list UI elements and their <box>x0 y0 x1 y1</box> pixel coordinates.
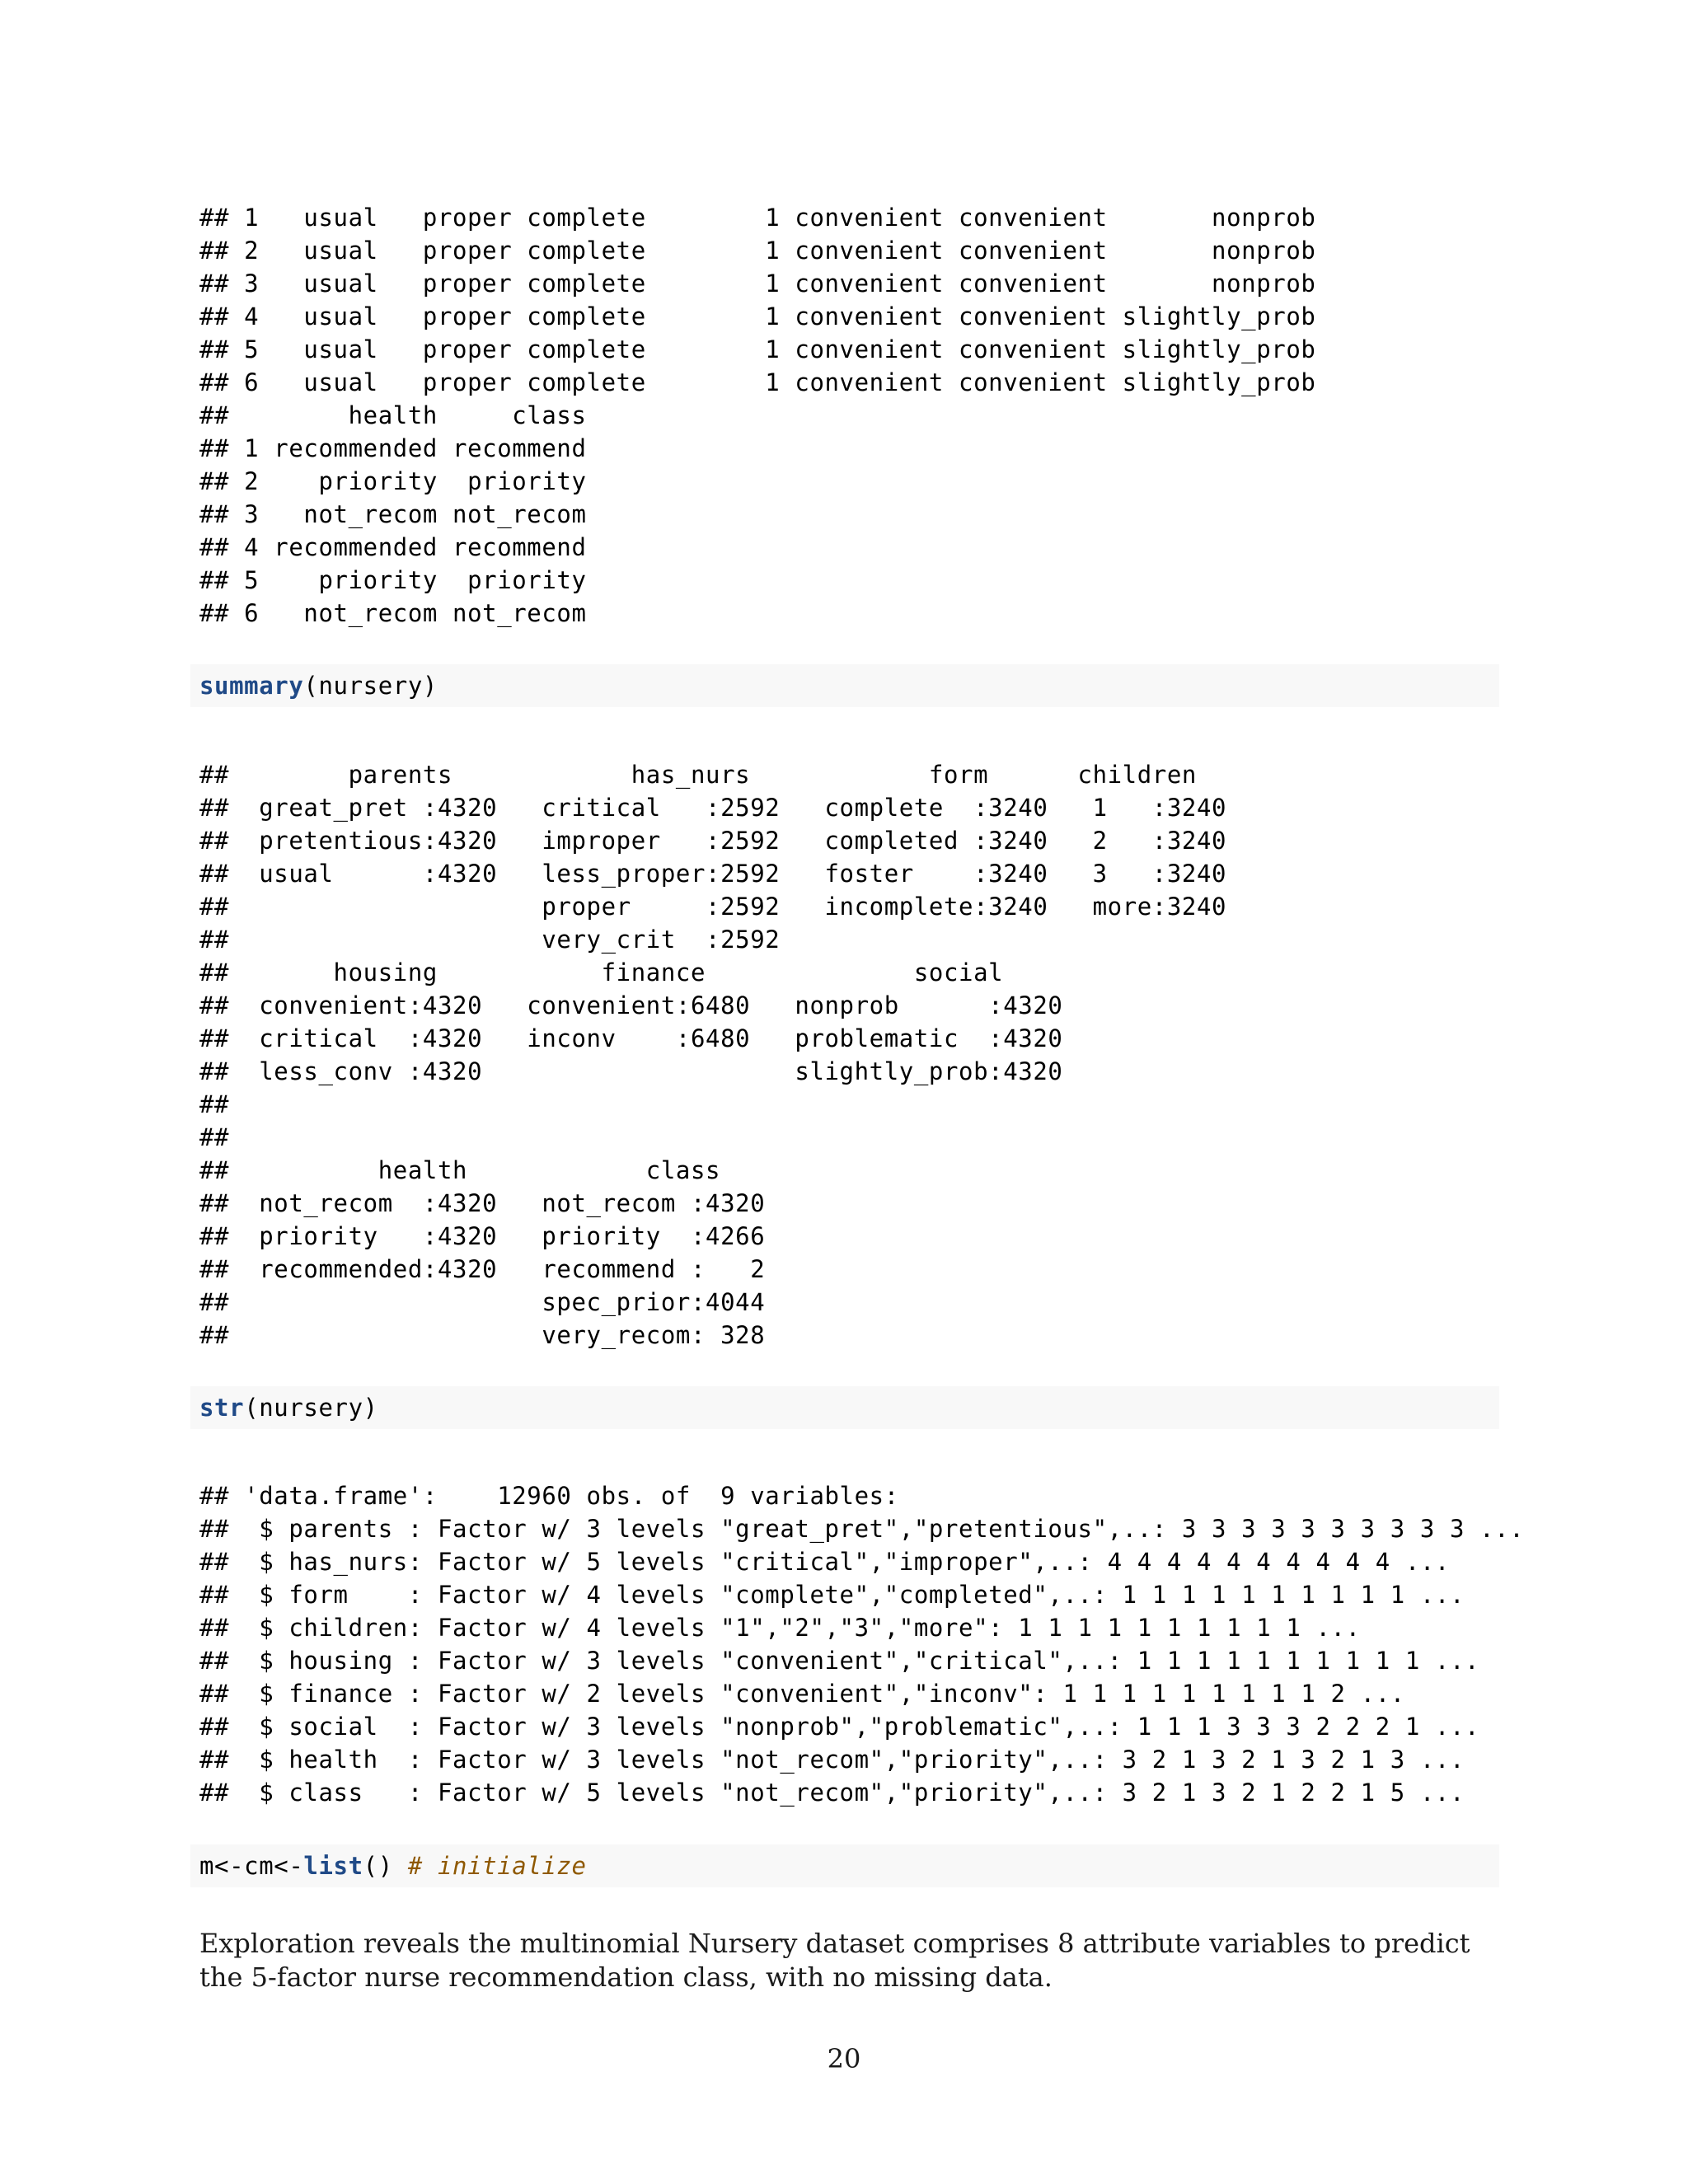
code-args: (nursery) <box>244 1394 378 1422</box>
body-paragraph: Exploration reveals the multinomial Nursery dataset comprises 8 attribute variables to predict the 5-factor nurse recommendation class, with no missing data. <box>199 1928 1470 1993</box>
page-number: 20 <box>827 2043 861 2074</box>
code-comment: # initialize <box>407 1852 587 1880</box>
summary-code-block <box>190 664 1499 707</box>
head-output: ## 1 usual proper complete 1 convenient convenient nonprob ## 2 usual proper complete 1 convenient convenient nonprob ## 3 usual proper complete 1 convenient convenient nonprob ## 4 usual proper complete 1 convenient convenient slightly_prob ## 5 usual proper complete 1 convenient convenient slightly_prob ## 6 usual proper complete 1 convenient convenient slightly_prob ## health class ## 1 recommended recommend ## 2 priority priority ## 3 not_recom not_recom ## 4 recommended recommend ## 5 priority priority ## 6 not_recom not_recom <box>199 204 1316 627</box>
code-function: list <box>303 1852 363 1880</box>
init-code-block <box>190 1844 1499 1887</box>
code-args: (nursery) <box>303 672 438 700</box>
code-function: str <box>199 1394 245 1422</box>
str-output: ## 'data.frame': 12960 obs. of 9 variables: ## $ parents : Factor w/ 3 levels "great_pret","pretentious",..: 3 3 3 3 3 3 3 3 3 3 ... ## $ has_nurs: Factor w/ 5 levels "critical","improper",..: 4 4 4 4 4 4 4 4 4 4 ... ## $ form : Factor w/ 4 levels "complete","completed",..: 1 1 1 1 1 1 1 1 1 1 ... ## $ children: Factor w/ 4 levels "1","2","3","more": 1 1 1 1 1 1 1 1 1 1 ... ## $ housing : Factor w/ 3 levels "convenient","critical",..: 1 1 1 1 1 1 1 1 1 1 ... ## $ finance : Factor w/ 2 levels "convenient","inconv": 1 1 1 1 1 1 1 1 1 2 ... ## $ social : Factor w/ 3 levels "nonprob","problematic",..: 1 1 1 3 3 3 2 2 2 1 ... ## $ health : Factor w/ 3 levels "not_recom","priority",..: 3 2 1 3 2 1 3 2 1 3 ... ## $ class : Factor w/ 5 levels "not_recom","priority",..: 3 2 1 3 2 1 2 2 1 5 ... <box>199 1482 1525 1807</box>
str-code-block <box>190 1386 1499 1429</box>
code-args: () <box>363 1852 393 1880</box>
code-function: summary <box>199 672 304 700</box>
code-prefix: m<-cm<- <box>199 1852 304 1880</box>
summary-output: ## parents has_nurs form children ## great_pret :4320 critical :2592 complete :3240 1 :3240 ## pretentious:4320 improper :2592 completed :3240 2 :3240 ## usual :4320 less_proper:2592 foster :3240 3 :3240 ## proper :2592 incomplete:3240 more:3240 ## very_crit :2592 ## housing finance social ## convenient:4320 convenient:6480 nonprob :4320 ## critical :4320 inconv :6480 problematic :4320 ## less_conv :4320 slightly_prob:4320 ## ## ## health class ## not_recom :4320 not_recom :4320 ## priority :4320 priority :4266 ## recommended:4320 recommend : 2 ## spec_prior:4044 ## very_recom: 328 <box>199 761 1227 1349</box>
